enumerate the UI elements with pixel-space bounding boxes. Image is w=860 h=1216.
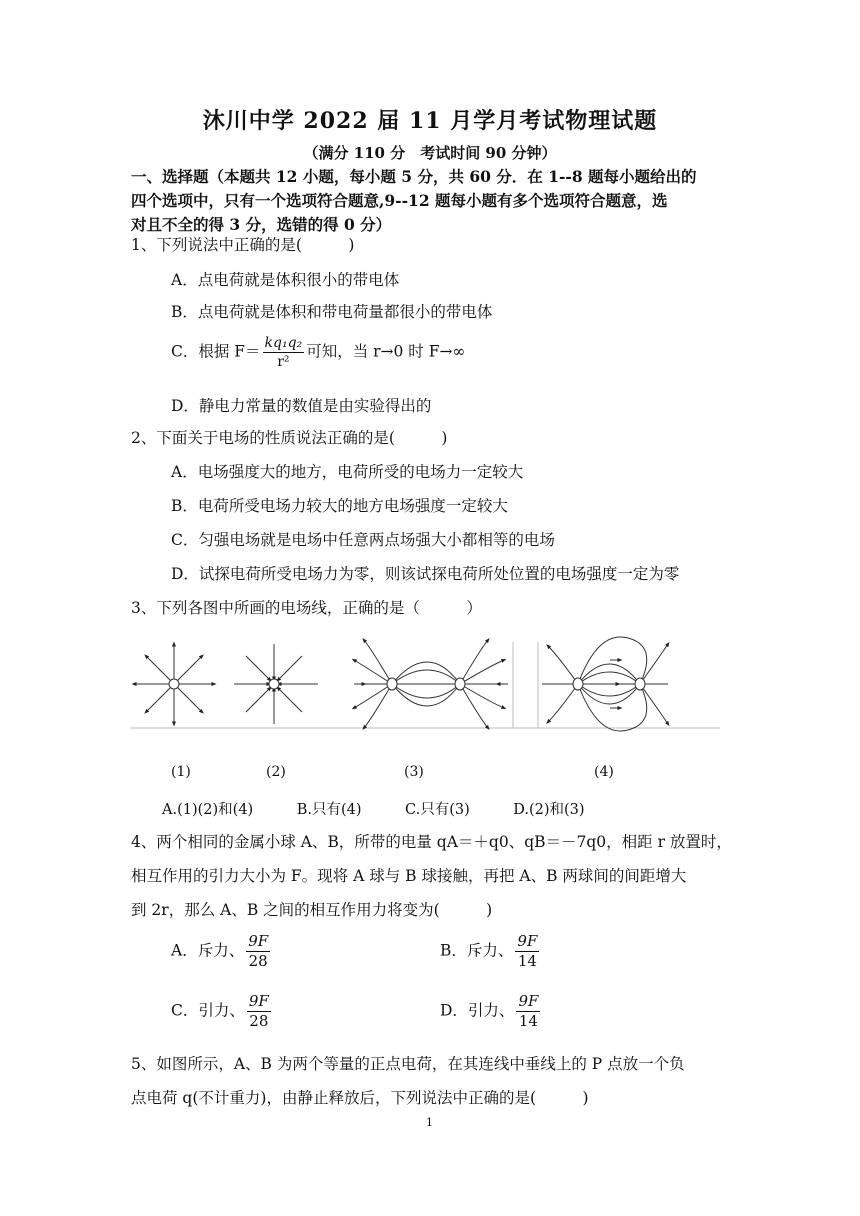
q4-option-a-denominator: 28 bbox=[246, 951, 270, 969]
q1-formula-fraction bbox=[263, 336, 305, 369]
electric-field-lines-figure bbox=[128, 636, 728, 748]
q4-option-d bbox=[440, 994, 542, 1029]
q1-option-c bbox=[171, 336, 465, 369]
section-heading-line1: 一、选择题（本题共 12 小题，每小题 5 分，共 60 分．在 1--8 题每小题给出的 bbox=[131, 167, 697, 186]
section-heading-line2: 四个选项中，只有一个选项符合题意,9--12 题每小题有多个选项符合题意，选 bbox=[131, 191, 668, 210]
q2-option-a: A．电场强度大的地方，电荷所受的电场力一定较大 bbox=[171, 463, 524, 481]
q3-stem: 3、下列各图中所画的电场线，正确的是（ ） bbox=[131, 599, 482, 617]
figure-2-label: (2) bbox=[266, 764, 286, 780]
q4-option-c bbox=[171, 994, 273, 1029]
page-subtitle: （满分 110 分 考试时间 90 分钟） bbox=[303, 144, 557, 162]
q4-option-a-fraction bbox=[246, 934, 270, 969]
q1-formula-numerator: kq₁q₂ bbox=[264, 335, 303, 351]
figure-1-label: (1) bbox=[171, 764, 191, 780]
q1-option-d: D．静电力常量的数值是由实验得出的 bbox=[171, 397, 432, 415]
q2-option-d: D．试探电荷所受电场力为零，则该试探电荷所处位置的电场强度一定为零 bbox=[171, 565, 680, 583]
q1-formula-denominator: r² bbox=[263, 352, 305, 369]
figure-4-dipole-field bbox=[542, 637, 668, 731]
q2-option-b: B．电荷所受电场力较大的地方电场强度一定较大 bbox=[171, 497, 508, 515]
q1-stem: 1、下列说法中正确的是( ) bbox=[131, 236, 355, 254]
q4-option-d-denominator: 14 bbox=[516, 1011, 540, 1029]
section-heading-line3: 对且不全的得 3 分，选错的得 0 分） bbox=[131, 215, 392, 234]
q4-option-b-fraction bbox=[515, 934, 539, 969]
q4-option-d-numerator: 9F bbox=[518, 992, 539, 1010]
q4-option-d-fraction bbox=[516, 994, 540, 1029]
q2-option-c: C．匀强电场就是电场中任意两点场强大小都相等的电场 bbox=[171, 531, 555, 549]
q4-option-b-numerator: 9F bbox=[517, 932, 538, 950]
q4-option-c-fraction bbox=[247, 994, 271, 1029]
q4-option-c-numerator: 9F bbox=[248, 992, 269, 1010]
figure-1-radial-field bbox=[134, 644, 214, 724]
q4-option-a-numerator: 9F bbox=[248, 932, 269, 950]
q2-stem: 2、下面关于电场的性质说法正确的是( ) bbox=[131, 429, 448, 447]
q4-option-c-label: C．引力、 bbox=[171, 1001, 245, 1020]
q3-options: A.(1)(2)和(4) B.只有(4) C.只有(3) D.(2)和(3) bbox=[162, 802, 585, 818]
figure-3-two-charges-field bbox=[354, 640, 508, 728]
figure-3-label: (3) bbox=[404, 764, 424, 780]
page-number: 1 bbox=[426, 1116, 433, 1129]
page-title: 沐川中学 2022 届 11 月学月考试物理试题 bbox=[202, 108, 658, 134]
q5-line2: 点电荷 q(不计重力)，由静止释放后，下列说法中正确的是( ) bbox=[131, 1089, 589, 1107]
figure-4-label: (4) bbox=[594, 764, 614, 780]
q4-option-a-label: A．斥力、 bbox=[171, 941, 245, 960]
q1-option-c-suffix: 可知，当 r→0 时 F→∞ bbox=[306, 342, 466, 361]
q4-option-b-label: B．斥力、 bbox=[440, 941, 514, 960]
q4-line3: 到 2r，那么 A、B 之间的相互作用力将变为( ) bbox=[131, 901, 493, 919]
q4-option-b-denominator: 14 bbox=[515, 951, 539, 969]
q5-line1: 5、如图所示，A、B 为两个等量的正点电荷，在其连线中垂线上的 P 点放一个负 bbox=[131, 1055, 685, 1073]
q4-line2: 相互作用的引力大小为 F。现将 A 球与 B 球接触，再把 A、B 两球间的间距增大 bbox=[131, 867, 687, 885]
figure-2-radial-field bbox=[234, 644, 318, 724]
q4-option-d-label: D．引力、 bbox=[440, 1001, 515, 1020]
q4-line1: 4、两个相同的金属小球 A、B，所带的电量 qA＝＋q0、qB＝－7q0，相距 r 放置时， bbox=[131, 833, 732, 851]
q1-option-a: A．点电荷就是体积很小的带电体 bbox=[171, 271, 400, 289]
q4-option-c-denominator: 28 bbox=[247, 1011, 271, 1029]
q4-option-b bbox=[440, 934, 541, 969]
q4-option-a bbox=[171, 934, 272, 969]
q1-option-c-prefix: C．根据 F＝ bbox=[171, 342, 261, 361]
q1-option-b: B．点电荷就是体积和带电荷量都很小的带电体 bbox=[171, 303, 493, 321]
